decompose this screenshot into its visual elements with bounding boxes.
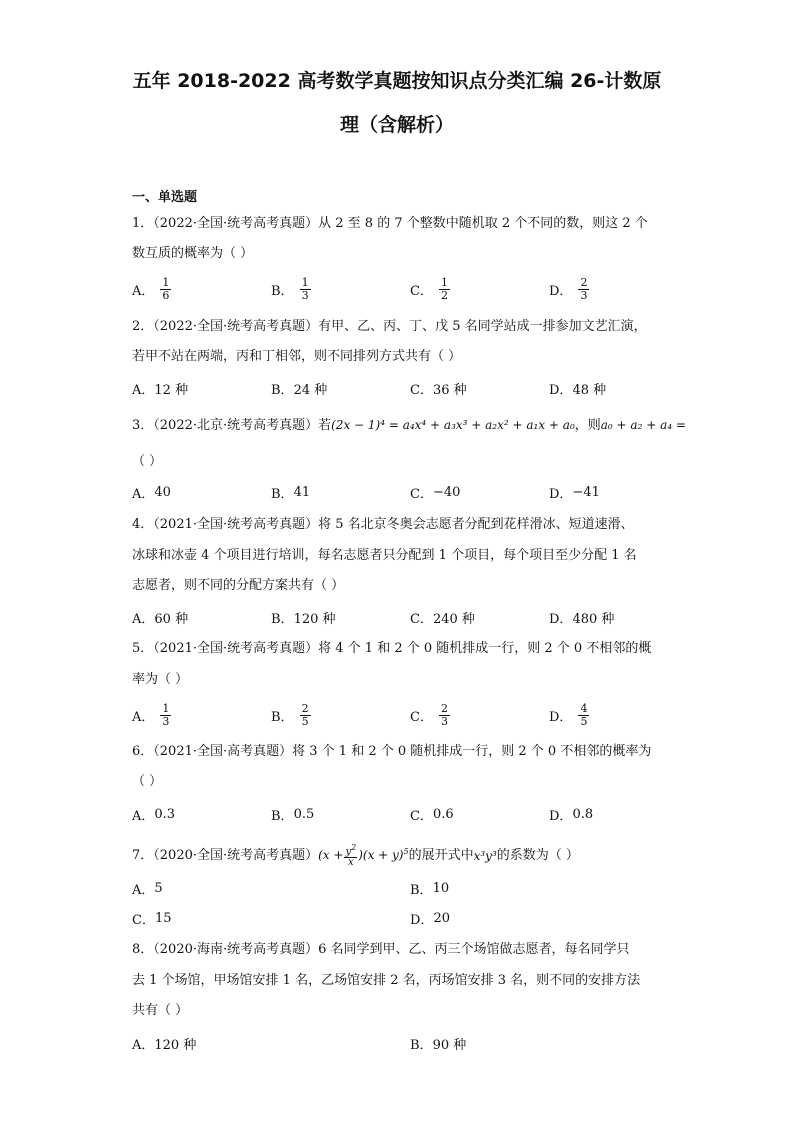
option-a: A． $\frac{1}{6}$ bbox=[132, 275, 170, 302]
option-c: C． −40 bbox=[410, 484, 461, 502]
question-3-options bbox=[132, 478, 692, 506]
question-4-line-3: 志愿者，则不同的分配方案共有（ ） bbox=[132, 578, 345, 593]
option-c: C． 240 种 bbox=[410, 611, 475, 627]
option-b: B． 120 种 bbox=[271, 611, 336, 627]
formula-expansion: (2x − 1)⁴ = a₄x⁴ + a₃x³ + a₂x² + a₁x + a₀ bbox=[331, 418, 575, 432]
option-a: A． 0.3 bbox=[132, 806, 176, 824]
option-b: B． $\frac{1}{3}$ bbox=[271, 275, 309, 302]
option-c: C． 15 bbox=[132, 910, 172, 928]
option-c: C． $\frac{2}{3}$ bbox=[410, 701, 448, 728]
option-d: D． 48 种 bbox=[549, 382, 607, 398]
question-8-line-1: 8．（2020·海南·统考高考真题）6 名同学到甲、乙、丙三个场馆做志愿者，每名同学只 bbox=[132, 942, 630, 957]
fraction: $\frac{1}{6}$ bbox=[162, 275, 170, 302]
question-1-options bbox=[132, 275, 692, 303]
fraction: $\frac{2}{3}$ bbox=[580, 275, 588, 302]
option-d: D． 480 种 bbox=[549, 611, 615, 627]
question-3-line-1: 3．（2022·北京·统考高考真题）若(2x − 1)⁴ = a₄x⁴ + a₃x³ + a₂x² + a₁x + a₀，则a₀ + a₂ + a₄ = bbox=[132, 418, 686, 433]
fraction: $\frac{1}{2}$ bbox=[440, 275, 448, 302]
question-5-line-1: 5．（2021·全国·统考高考真题）将 4 个 1 和 2 个 0 随机排成一行，则 2 个 0 不相邻的概 bbox=[132, 641, 652, 656]
option-c: C． 36 种 bbox=[410, 382, 467, 398]
question-5-line-2: 率为（ ） bbox=[132, 672, 189, 687]
option-d: D． 20 bbox=[410, 910, 450, 928]
option-d: D． $\frac{4}{5}$ bbox=[549, 701, 588, 728]
question-4-line-1: 4．（2021·全国·统考高考真题）将 5 名北京冬奥会志愿者分配到花样滑冰、短道速滑、 bbox=[132, 517, 634, 532]
option-a: A． $\frac{1}{3}$ bbox=[132, 701, 170, 728]
option-a: A． 12 种 bbox=[132, 382, 189, 398]
fraction: $\frac{2}{5}$ bbox=[301, 701, 309, 728]
question-1-line-2: 数互质的概率为（ ） bbox=[132, 246, 254, 261]
formula-product: (x + $\frac{y^2}{x}$ )$(x + y)^5$ bbox=[318, 843, 409, 869]
option-d: D． −41 bbox=[549, 484, 600, 502]
document-title-line2: 理（含解析） bbox=[339, 114, 454, 136]
question-2-line-2: 若甲不站在两端，丙和丁相邻，则不同排列方式共有（ ） bbox=[132, 349, 462, 364]
question-8-line-3: 共有（ ） bbox=[132, 1003, 189, 1018]
question-8-line-2: 去 1 个场馆，甲场馆安排 1 名，乙场馆安排 2 名，丙场馆安排 3 名，则不同的安排方法 bbox=[132, 973, 641, 988]
option-d: D． 0.8 bbox=[549, 806, 594, 824]
question-2-options bbox=[132, 374, 692, 402]
option-b: B． $\frac{2}{5}$ bbox=[271, 701, 309, 728]
question-7-options-row-2 bbox=[132, 904, 692, 932]
question-6-line-1: 6．（2021·全国·高考真题）将 3 个 1 和 2 个 0 随机排成一行，则 2 个 0 不相邻的概率为 bbox=[132, 744, 652, 759]
question-2-line-1: 2．（2022·全国·统考高考真题）有甲、乙、丙、丁、戊 5 名同学站成一排参加文艺汇演， bbox=[132, 319, 647, 334]
question-6-line-2: （ ） bbox=[132, 774, 163, 789]
option-a: A． 120 种 bbox=[132, 1037, 197, 1053]
question-5-options bbox=[132, 701, 692, 729]
option-a: A． 5 bbox=[132, 880, 163, 898]
option-c: C． 0.6 bbox=[410, 806, 454, 824]
option-b: B． 10 bbox=[410, 880, 450, 898]
formula-sum: a₀ + a₂ + a₄ = bbox=[600, 418, 686, 432]
option-a: A． 60 种 bbox=[132, 611, 189, 627]
term-x3y3: x³y³ bbox=[473, 848, 497, 863]
fraction: $\frac{4}{5}$ bbox=[580, 701, 588, 728]
fraction: $\frac{1}{3}$ bbox=[301, 275, 309, 302]
option-c: C． $\frac{1}{2}$ bbox=[410, 275, 448, 302]
option-b: B． 24 种 bbox=[271, 382, 328, 398]
option-b: B． 0.5 bbox=[271, 806, 315, 824]
question-1-line-1: 1．（2022·全国·统考高考真题）从 2 至 8 的 7 个整数中随机取 2 个不同的数，则这 2 个 bbox=[132, 216, 648, 231]
option-b: B． 41 bbox=[271, 484, 311, 502]
question-6-options bbox=[132, 800, 692, 828]
question-4-options bbox=[132, 603, 692, 631]
question-3-line-2: （ ） bbox=[132, 454, 163, 469]
question-7-options-row-1 bbox=[132, 874, 692, 902]
option-a: A． 40 bbox=[132, 484, 171, 502]
fraction: $\frac{1}{3}$ bbox=[162, 701, 170, 728]
question-4-line-2: 冰球和冰壶 4 个项目进行培训，每名志愿者只分配到 1 个项目，每个项目至少分配 1 名 bbox=[132, 548, 637, 563]
document-title-line1: 五年 2018-2022 高考数学真题按知识点分类汇编 26-计数原 bbox=[132, 70, 662, 92]
question-8-options bbox=[132, 1029, 692, 1057]
section-heading: 一、单选题 bbox=[132, 190, 198, 205]
option-b: B． 90 种 bbox=[410, 1037, 467, 1053]
question-7-line-1: 7．（2020·全国·统考高考真题） (x + $\frac{y^2}{x}$ )$(x + y)^5$ 的展开式中 x³y³ 的系数为（ ） bbox=[132, 843, 579, 869]
option-d: D． $\frac{2}{3}$ bbox=[549, 275, 588, 302]
fraction: $\frac{2}{3}$ bbox=[440, 701, 448, 728]
